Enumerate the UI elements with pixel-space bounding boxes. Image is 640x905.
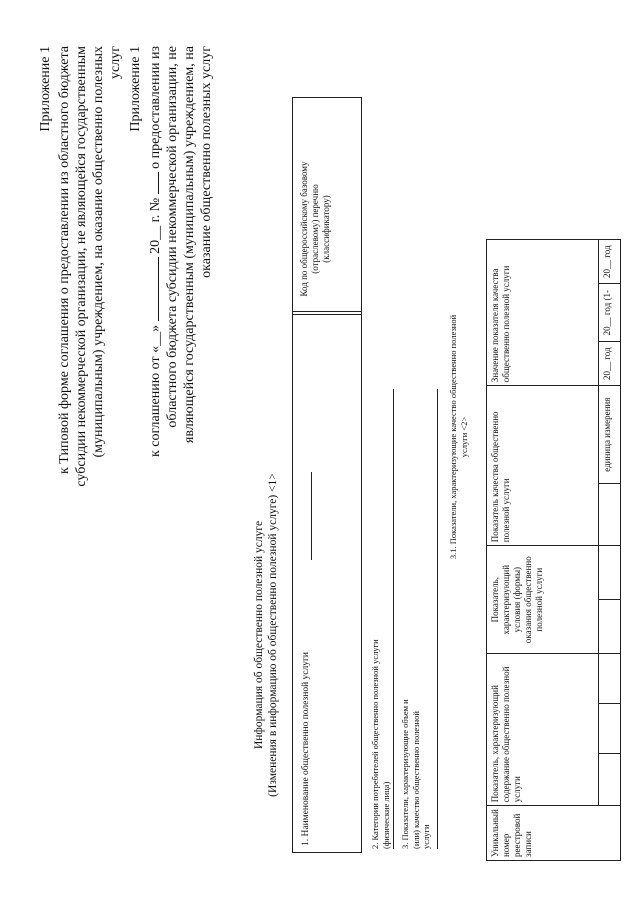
year-header: 20__ год (1- [599,284,621,342]
col-unique-number: Уникальный номер реестровой записи [487,806,621,861]
col-content-indicator: Показатель, характеризующий содержание общественно полезной услуги [487,654,599,806]
annex2-body [146,46,215,516]
annex2-line: оказание общественно полезных услуг [199,46,214,278]
table-cell[interactable] [599,546,621,600]
col-conditions-indicator: Показатель, характеризующий условия (формы) оказания общественно полезной услуги [487,546,599,654]
classifier-code-label: Код по общероссийскому базовому (отраслевому) перечню (классификатору) [299,161,331,297]
table-cell[interactable] [599,754,621,806]
col-quality-indicator: Показатель качества общественно полезной услуги [487,386,599,546]
quality-indicators-table [486,239,621,861]
annex2-title: Приложение 1 [128,46,143,132]
number-blank [146,172,159,194]
indicators-field[interactable] [437,389,438,849]
consumer-category-field[interactable] [393,389,394,849]
annex1-line: субсидии некоммерческой организации, не являющейся государственным [74,46,89,487]
annex1-line: к Типовой форме соглашения о предоставлении из областного бюджета [57,46,72,475]
unit-of-measure-header: единица измерения [599,386,621,484]
table-cell[interactable] [599,484,621,546]
divider [293,311,361,312]
year-header: 20__ год [599,342,621,386]
info-title [252,465,280,805]
consumer-category-label: 2. Категории потребителей общественно полезной услуги (физические лица) [370,639,391,849]
table-cell[interactable] [599,600,621,654]
table-cell[interactable] [599,654,621,704]
service-name-block [292,97,362,853]
divider [293,314,361,315]
service-name-field[interactable] [311,472,312,560]
indicators-label: 3. Показатели, характеризующие объем и (или) качество общественно полезной услуги [400,699,431,849]
annex2-line: являющейся государственным (муниципальным) учреждением, на [182,46,197,444]
info-subheading: (Изменения в информацию об общественно полезной услуге) <1> [267,473,279,797]
info-heading: Информация об общественно полезной услуге [253,520,265,750]
date-blank [146,257,159,321]
table-cell[interactable] [599,704,621,754]
service-name-label: 1. Наименование общественно полезной услуги [301,652,311,846]
annex1-title: Приложение 1 [38,46,53,132]
col-quality-value: Значение показателя качества общественно полезной услуги [487,240,599,386]
annex2-date-prefix: к соглашению от «__» [148,324,163,457]
annex1-body [56,46,124,516]
quality-indicators-label: 3.1. Показатели, характеризующие качество общественно полезной услуги <2> [448,314,469,560]
annex2-date-suffix: о предоставлении из [148,46,163,169]
annex2-date-mid: 20__ г. № [148,197,163,254]
year-header: 20__ год [599,240,621,284]
annex1-line: (муниципальным) учреждением, на оказание общественно полезных [91,46,106,458]
annex2-line [146,46,164,516]
annex2-line: областного бюджета субсидии некоммерческой организации, не [165,46,180,428]
annex1-line: услуг [108,46,123,79]
